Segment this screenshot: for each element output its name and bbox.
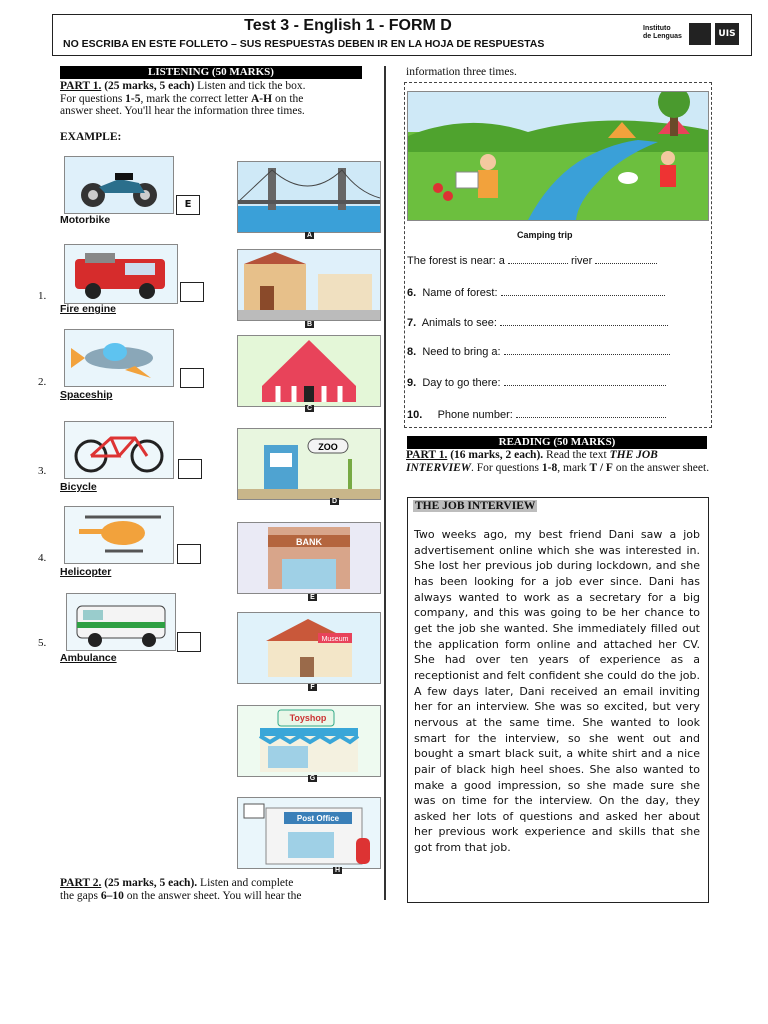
post-office-sign-text: Post Office — [296, 814, 340, 823]
logo-line2: de Lenguas — [643, 33, 682, 40]
item-label-bicycle: Bicycle — [60, 481, 97, 493]
uis-badge: UIS — [715, 23, 739, 45]
answer-box-2[interactable] — [180, 368, 204, 388]
gap-number-8: 8. — [407, 346, 417, 358]
place-letter-e: E — [308, 594, 317, 601]
museum-sign-text: Museum — [321, 636, 349, 643]
part1-heading: PART 1. — [60, 80, 102, 92]
part2-heading: PART 2. — [60, 877, 102, 889]
logo-block — [689, 23, 711, 45]
gap-intro — [407, 255, 703, 267]
reading-text1: Read the text — [546, 449, 607, 461]
fire-engine-icon — [65, 245, 177, 303]
bank-sign-text: BANK — [296, 537, 322, 547]
bicycle-icon — [65, 422, 173, 478]
ambulance-icon — [67, 594, 175, 650]
gap-intro-b: river — [570, 255, 593, 267]
gap-blank-10[interactable] — [516, 417, 666, 418]
passage-title: THE JOB INTERVIEW — [415, 500, 536, 512]
place-picture-c — [237, 335, 381, 407]
item-label-helicopter: Helicopter — [60, 566, 112, 578]
gap-intro-a: The forest is near: a — [407, 255, 505, 267]
gap-label-9: Day to go there: — [422, 377, 501, 389]
reading-text4: on the answer sheet. — [615, 461, 710, 474]
bridge-icon — [238, 162, 380, 232]
reading-tf: T / F — [589, 461, 613, 474]
zoo-icon — [238, 429, 380, 499]
listening-bar: LISTENING (50 MARKS) — [60, 66, 362, 79]
reading-range: 1-8 — [541, 461, 558, 474]
part2-instructions — [60, 877, 364, 902]
place-letter-b: B — [306, 321, 313, 328]
gap-label-10: Phone number: — [437, 409, 513, 421]
gap-number-9: 9. — [407, 377, 417, 389]
bank-icon — [238, 523, 380, 593]
item-number-4: 4. — [38, 552, 47, 564]
part2-range: 6–10 — [100, 889, 124, 902]
place-picture-d — [237, 428, 381, 500]
picture-caption: Camping trip — [517, 230, 573, 240]
place-letter-h: H — [334, 867, 341, 874]
spaceship-icon — [65, 330, 173, 386]
answer-box-4[interactable] — [177, 544, 201, 564]
gap-label-6: Name of forest: — [422, 287, 498, 299]
reading-instructions — [406, 449, 710, 474]
place-letter-f: F — [308, 684, 317, 691]
example-label: EXAMPLE: — [60, 131, 122, 143]
gap-number-7: 7. — [407, 317, 417, 329]
motorbike-picture — [64, 156, 174, 214]
part1-text1: Listen and tick the box. — [197, 80, 306, 92]
part2-text3: on the answer sheet. You will hear the — [126, 889, 302, 902]
place-picture-b — [237, 249, 381, 321]
zoo-sign-text: ZOO — [318, 442, 338, 452]
part1-instructions — [60, 80, 370, 118]
bicycle-picture — [64, 421, 174, 479]
part1-text4: on the — [274, 92, 304, 105]
camping-picture — [407, 91, 709, 221]
post-office-icon — [238, 798, 380, 868]
instructions-banner: NO ESCRIBA EN ESTE FOLLETO – SUS RESPUESTAS DEBEN IR EN LA HOJA DE RESPUESTAS — [63, 38, 545, 50]
museum-icon — [238, 613, 380, 683]
place-picture-a — [237, 161, 381, 233]
place-picture-h — [237, 797, 381, 869]
part1-text2: For questions — [60, 92, 123, 105]
answer-box-3[interactable] — [178, 459, 202, 479]
example-answer-box: E — [176, 195, 200, 215]
gap-label-8: Need to bring a: — [422, 346, 501, 358]
part1-text5: answer sheet. You'll hear the information three times. — [60, 105, 305, 117]
item-number-2: 2. — [38, 376, 47, 388]
gap-10 — [407, 409, 703, 421]
town-icon — [238, 250, 380, 320]
part1-range: 1-5 — [125, 92, 141, 105]
gap-8 — [407, 346, 703, 358]
part2-text1: Listen and complete — [200, 877, 294, 889]
gap-number-6: 6. — [407, 287, 417, 299]
spaceship-picture — [64, 329, 174, 387]
item-label-ambulance: Ambulance — [60, 652, 117, 664]
place-letter-d: D — [331, 498, 338, 505]
reading-text3: , mark — [557, 461, 587, 474]
gap-blank-6[interactable] — [501, 295, 665, 296]
part1-text3: , mark the correct letter — [140, 92, 249, 105]
gap-blank-9[interactable] — [504, 385, 666, 386]
answer-box-5[interactable] — [177, 632, 201, 652]
item-label-spaceship: Spaceship — [60, 389, 113, 401]
helicopter-picture — [64, 506, 174, 564]
place-letter-a: A — [306, 232, 313, 239]
logo-line1: Instituto — [643, 25, 671, 32]
circus-tent-icon — [238, 336, 380, 406]
reading-part-heading: PART 1. — [406, 449, 448, 461]
motorbike-icon — [65, 157, 173, 213]
answer-box-1[interactable] — [180, 282, 204, 302]
page-header — [52, 14, 752, 56]
gap-label-7: Animals to see: — [421, 317, 497, 329]
ambulance-picture — [66, 593, 176, 651]
institute-logo — [641, 21, 745, 49]
item-label-fire-engine: Fire engine — [60, 303, 117, 315]
helicopter-icon — [65, 507, 173, 563]
reading-part-marks: (16 marks, 2 each). — [450, 449, 544, 461]
gap-9 — [407, 377, 703, 389]
reading-bar: READING (50 MARKS) — [407, 436, 707, 449]
gap-6 — [407, 287, 703, 299]
toyshop-sign-text: Toyshop — [289, 713, 327, 723]
reading-text2: . For questions — [470, 461, 540, 474]
test-title: Test 3 - English 1 - FORM D — [244, 17, 452, 34]
fire-engine-picture — [64, 244, 178, 304]
gap-intro-blank-b — [595, 263, 657, 264]
item-number-1: 1. — [38, 290, 47, 302]
part1-marks: (25 marks, 5 each) — [104, 80, 195, 92]
toyshop-icon — [238, 706, 380, 776]
reading-title-ref: THE JOB INTERVIEW — [406, 449, 658, 474]
item-label-motorbike: Motorbike — [60, 214, 111, 226]
place-letter-g: G — [309, 775, 316, 782]
place-picture-g — [237, 705, 381, 777]
gap-7 — [407, 317, 703, 329]
part2-marks: (25 marks, 5 each). — [104, 877, 198, 889]
place-picture-f — [237, 612, 381, 684]
gap-blank-7[interactable] — [500, 325, 668, 326]
part2-continuation: information three times. — [406, 66, 517, 78]
gap-blank-8[interactable] — [504, 354, 670, 355]
part1-letters: A-H — [250, 92, 273, 105]
gap-intro-blank-a — [508, 263, 568, 264]
part2-text2: the gaps — [60, 889, 99, 902]
camping-scene-icon — [408, 92, 708, 220]
item-number-5: 5. — [38, 637, 47, 649]
gap-number-10: 10. — [407, 409, 423, 421]
place-letter-c: C — [306, 405, 313, 412]
passage-text: Two weeks ago, my best friend Dani saw a job advertisement online which she was interested in. She lost her previous job during lockdown, and she has been looking for a job ever since. Dani has always wanted to work as a secretary for a big company, and this was going to be her chance to get the job she wanted. She immediately filled out the application form online and attached her CV. She had over ten years of experience as a receptionist and felt confident she could do the job. A few days later, Dani received an email inviting her for an interview. She was so excited, but very nervous at the same time. She wanted to look smart for the interview, so she went out and bought a smart black suit, a white shirt and a nice pair of black high heel shoes. She also wanted to make a good impression, so she made sure she was on time for the interview. On the day, they asked her lots of questions and asked her about her previous work experience and skills that she got from that job. — [414, 528, 700, 855]
place-picture-e — [237, 522, 381, 594]
column-divider — [384, 66, 386, 900]
item-number-3: 3. — [38, 465, 47, 477]
